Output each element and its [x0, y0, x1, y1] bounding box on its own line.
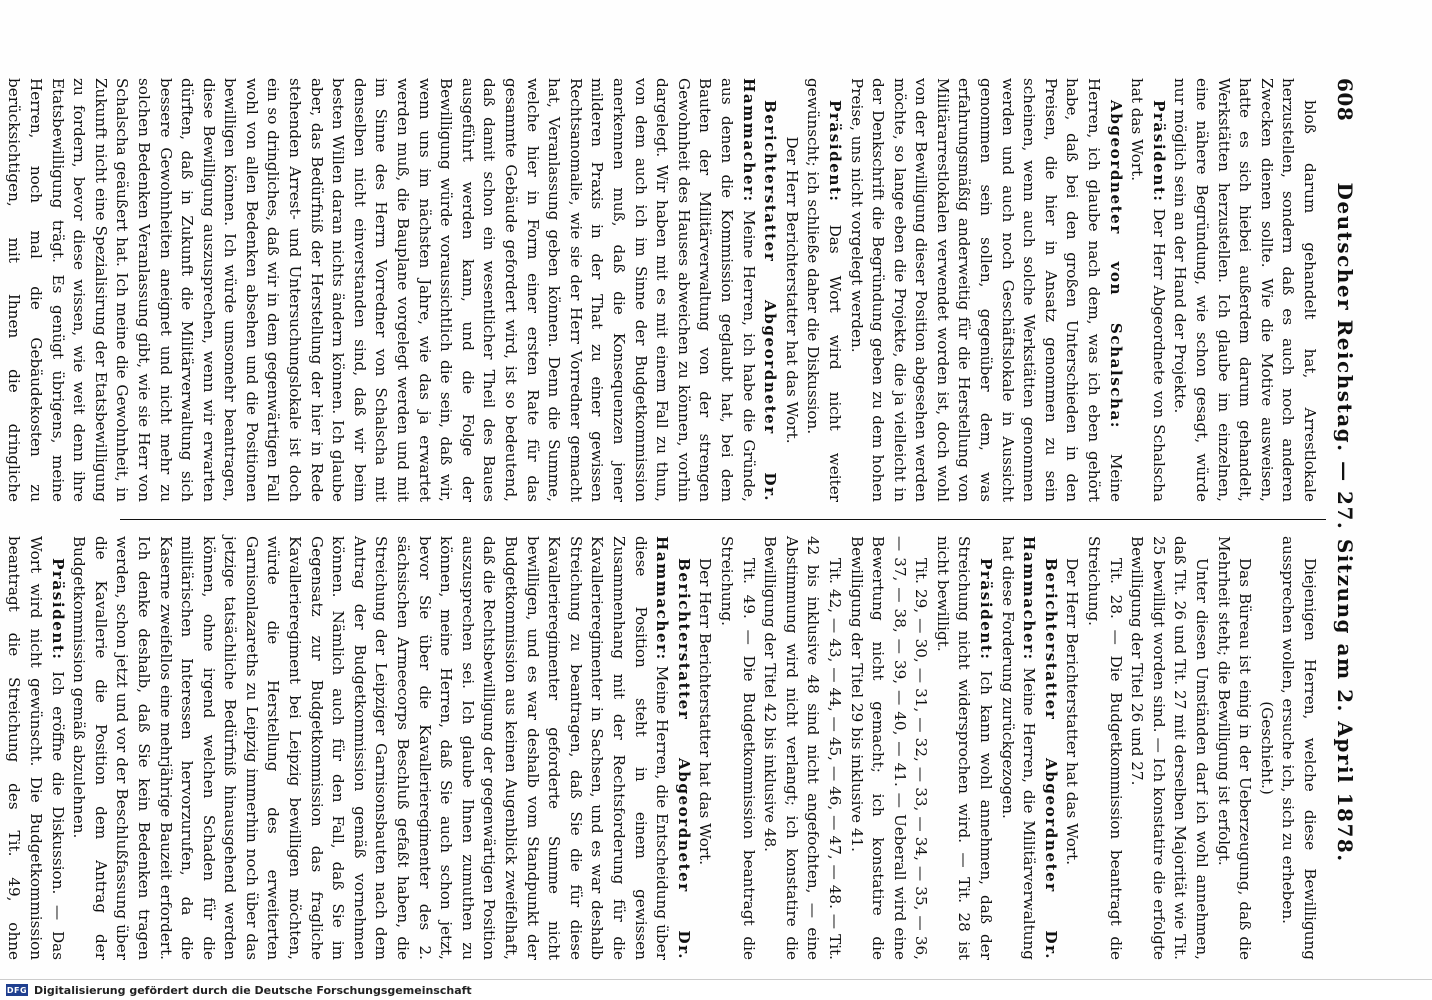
speaker-label: Präsident:	[977, 558, 996, 661]
paragraph-text: Der Herr Berichterstatter hat das Wort.	[696, 558, 715, 866]
paragraph-text: Meine Herren, ich glaube nach dem, was ich eben gehört habe, daß bei den großen Unterschieden in den Preisen, die hier in Ansatz genommen zu sein scheinen, wenn auch solche Werkstätten genommen werden und auch noch Geschäftslokale in Aussicht genommen sein sollen, gegenüber dem, was erfahrungsmäßig anderweitig für die Herstellung von Militärarrestlokalen verwendet worden ist, doch wohl von der Bewilligung dieser Position abgesehen werden möchte, so lange eben die Projekte, die ja vielleicht in der Denkschrift die Begründung geben zu dem hohen Preise, uns nicht vorgelegt werden.	[847, 78, 1125, 502]
speaker-label: Abgeordneter von Schalscha:	[1106, 100, 1125, 430]
paragraph-text: Das Büreau ist einig in der Ueberzeugung, daß die Mehrheit steht; die Bewilligung ist erfolgt.	[1214, 536, 1255, 960]
paragraph	[1126, 78, 1169, 502]
paragraph-text: Das Wort wird nicht weiter gewünscht; ich schließe daher die Diskussion.	[804, 78, 844, 502]
speaker-label: Präsident:	[825, 100, 844, 203]
dfg-logo-icon: DFG	[6, 985, 28, 995]
paragraph-text: Tit. 28. — Die Budgetkommission beantragt die Streichung.	[1085, 536, 1125, 960]
paragraph-text: Diejenigen Herren, welche diese Bewilligung aussprechen wollen, ersuche ich, sich zu erheben.	[1279, 536, 1319, 960]
speaker-label: Berichterstatter Abgeordneter Dr. Hammacher:	[1020, 536, 1060, 960]
speaker-label: Berichterstatter Abgeordneter Dr. Hammacher:	[739, 78, 780, 502]
paragraph	[0, 78, 780, 502]
page-number: 608	[1333, 78, 1357, 122]
paragraph-text: Tit. 29, — 30, — 31, — 32, — 33, — 34, — 35, — 36, — 37, — 38, — 39, — 40, — 41. — Ueberall wird eine Bewertung nicht gemacht; ich konstatire die Bewilligung der Titel 29 bis inklusive 41.	[847, 536, 931, 960]
right-text-column	[5, 536, 1320, 960]
paragraph	[780, 78, 802, 502]
paragraph	[1212, 536, 1255, 960]
paragraph-text: Ich kann wohl annehmen, daß der Streichung nicht widersprochen wird. — Tit. 28 ist nicht bewilligt.	[933, 536, 996, 960]
paragraph-text: Meine Herren, ich habe die Gründe, aus denen die Kommission geglaubt hat, bei dem Bauten der Militärverwaltung von der strengen Gewohnheit des Hauses abweichen zu können, vorhin dargelegt. Wir haben mit es mit einem Fall zu thun, von dem auch ich im Sinne der Budgetkommission anerkennen muß, daß die Konsequenzen jener milderen Praxis in der That zu einer gewissen Rechtsanomalie, wie sie der Herr Vorredner gemacht hat, Veranlassung geben können. Denn die Summe, welche hier in Form einer ersten Rate für das gesammte Gebäude gefordert wird, ist so bedeutend, daß damit schon ein wesentlicher Theil des Baues ausgeführt werden kann, und die Folge der Bewilligung würde voraussichtlich die sein, daß wir, wenn uns im nächsten Jahre, wie das ja erwartet werden muß, die Bauplane vorgelegt werden und mit im Sinne des Herrn Vorredner von Schalscha mit denselben nicht einverstanden sind, daß wir beim besten Willen daran nichts ändern können. Ich glaube aber, das Bedürfniß der Herstellung der hier in Rede stehenden Arrest- und Untersuchungslokale ist doch ein so dringliches, daß wir in dem gegenwärtigen Fall wohl von allen Bedenken absehen und die Positionen bewilligen können. Ich würde umsomehr beantragen, diese Bewilligung auszusprechen, wenn wir erwarten dürften, daß in Zukunft die Militärverwaltung sich bessere Gewohnheiten aneignet und nicht mehr zu solchen Bedenken Veranlassung gibt, wie sie Herr von Schalscha geäußert hat. Ich meine die Gewohnheit, in Zukunft nicht eine Spezialisirung der Etatsbewilligung zu fordern, bevor diese wissen, wie weit denn ihre Etatsbewilligung trägt. Es genügt übrigens, meine Herren, noch mal die Gebäudekosten zu berücksichtigen, mit Ihnen die dringliche	[5, 78, 758, 502]
paragraph	[68, 536, 694, 960]
paragraph	[759, 536, 845, 960]
paragraph	[931, 536, 996, 960]
speaker-label: Präsident:	[1149, 100, 1168, 203]
paragraph	[996, 536, 1061, 960]
digitization-credit	[0, 979, 1432, 1000]
paragraph	[694, 536, 716, 960]
paragraph-text: bloß darum gehandelt hat, Arrestlokale herzustellen, sondern daß es auch noch anderen Zwecken dienen sollte. Wie die Motive ausweisen, hatte es sich hiebei außerdem darum gehandelt, Werkstätten herzustellen. Ich glaube im einzelnen, eine nähere Begründung, wie schon gesagt, würde nur möglich sein an der Hand der Projekte.	[1171, 78, 1319, 502]
paragraph	[802, 78, 845, 502]
credit-text: Digitalisierung gefördert durch die Deutsche Forschungsgemeinschaft	[34, 983, 472, 997]
paragraph-text: Der Herr Berichterstatter hat das Wort.	[1063, 558, 1082, 866]
paragraph-text: Meine Herren, die Militärverwaltung hat diese Forderung zurückgezogen.	[998, 536, 1039, 960]
paragraph-text: Meine Herren, die Entscheidung über diese Position steht in einem gewissen Zusammenhang mit der Rechtsforderung für die Kavallerieregimenter in Sachsen, und es war deshalb Streichung zu beantragen, daß Sie die für diese Kavallerieregimenter geforderte Summe nicht bewilligen, und es war deshalb vom Standpunkt der Budgetkommission aus keinen Augenblick zweifelhaft, daß die Rechtsbewilligung der gegenwärtigen Position auszusprechen sei. Ich glaube Ihnen zumuthen zu können, meine Herren, daß Sie auch schon jetzt, bevor Sie über die Kavallerieregimenter des 2. sächsischen Armeecorps Beschluß gefaßt haben, die Streichung der Leipziger Garnisonsbauten nach dem Antrag der Budgetkommission gemäß vornehmen können. Nämlich auch für den Fall, daß Sie im Gegensatz zur Budgetkommission das fragliche Kavallerieregiment bei Leipzig bewilligen möchten, würde die Herstellung des erweiterten Garnisonlazareths zu Leipzig immerhin noch über das jetzige tatsächliche Bedürfniß hinausgehend werden können, ohne irgend welchen Schaden für die militärischen Interessen hervorzurufen, da die Kaserne zweifellos eine mehrjährige Bauzeit erfordert. Ich denke deshalb, daß Sie kein Bedenken tragen werden, schon jetzt und vor der Beschlußfassung über die Kavallerie die Position dem Antrag der Budgetkommission gemäß abzulehnen.	[70, 536, 672, 960]
paragraph	[845, 78, 1126, 502]
paragraph	[1126, 536, 1212, 960]
paragraph-text: Unter diesen Umständen darf ich wohl annehmen, daß Tit. 26 und Tit. 27 mit derselben Majorität wie Tit. 25 bewilligt worden sind. — Ich konstatire die erfolgte Bewilligung der Titel 26 und 27.	[1128, 536, 1212, 960]
paragraph	[1169, 78, 1320, 502]
paragraph	[1277, 536, 1320, 960]
paragraph	[715, 536, 758, 960]
paragraph	[1255, 536, 1277, 960]
paragraph-text: (Geschieht.)	[1257, 701, 1276, 795]
paragraph-text: Der Herr Berichterstatter hat das Wort.	[782, 136, 801, 444]
paragraph-text: Ich eröffne die Diskussion. — Das Wort wird nicht gewünscht. Die Budgetkommission beantragt die Streichung des Tit. 49, ohne	[5, 536, 67, 960]
page-title: Deutscher Reichstag. — 27. Sitzung am 2. April 1878.	[1333, 182, 1357, 863]
paragraph	[845, 536, 931, 960]
paragraph	[1082, 536, 1125, 960]
paragraph-text: Tit. 49. — Die Budgetkommission beantragt die Streichung.	[717, 536, 758, 960]
column-divider	[120, 519, 1326, 520]
paragraph-text: Der Herr Abgeordnete von Schalscha hat das Wort.	[1128, 78, 1168, 502]
paragraph	[1061, 536, 1083, 960]
paragraph	[0, 536, 68, 960]
speaker-label: Berichterstatter Abgeordneter Dr. Hammacher:	[653, 536, 693, 960]
speaker-label: Präsident:	[48, 558, 67, 661]
page-header	[1328, 78, 1362, 960]
paragraph-text: Tit. 42, — 43, — 44, — 45, — 46, — 47, — 48. — Tit. 42 bis inklusive 48 sind nicht angefochten, — eine Abstimmung wird nicht verlangt; ich konstatire die Bewilligung der Titel 42 bis inklusive 48.	[761, 536, 844, 960]
left-text-column	[5, 78, 1320, 502]
